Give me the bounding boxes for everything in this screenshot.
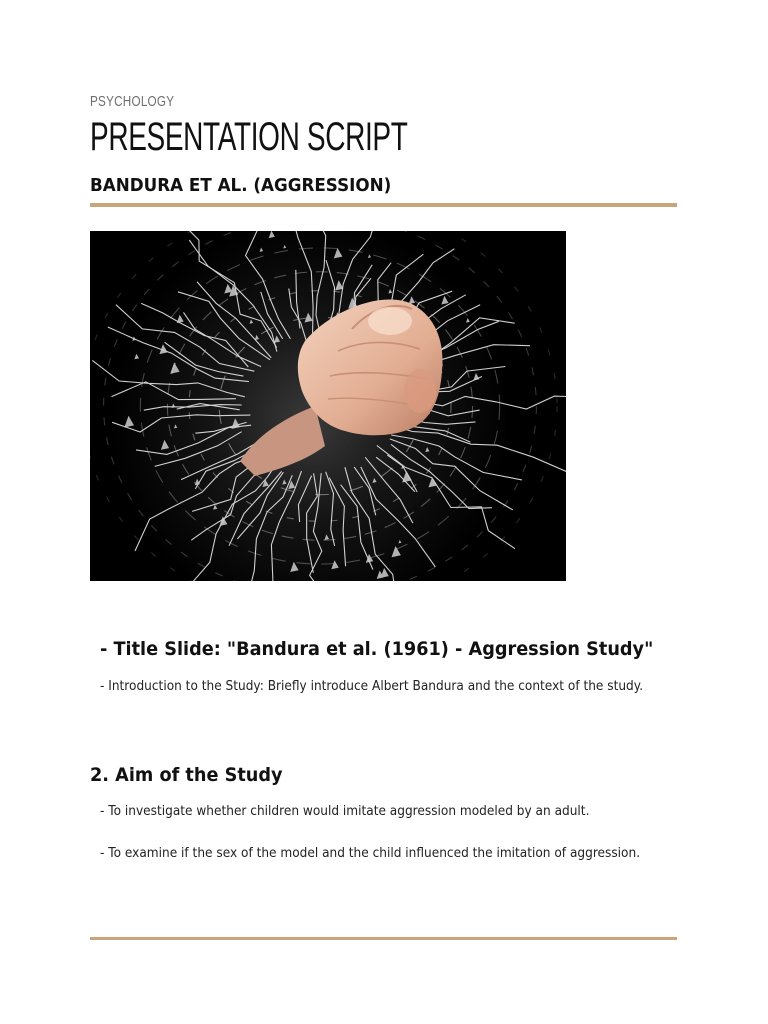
title-slide-heading: - Title Slide: "Bandura et al. (1961) - Aggression Study" [100,638,654,660]
aim-heading: 2. Aim of the Study [90,764,283,786]
accent-divider-bottom [90,937,677,940]
intro-text: - Introduction to the Study: Briefly introduce Albert Bandura and the context of the study. [100,678,644,694]
fist-breaking-glass-icon [90,231,566,581]
accent-divider-top [90,203,677,207]
aim-point-2: - To examine if the sex of the model and the child influenced the imitation of aggression. [100,845,641,861]
hero-image [90,231,566,581]
document-subtitle: BANDURA ET AL. (AGGRESSION) [90,175,392,196]
aim-point-1: - To investigate whether children would imitate aggression modeled by an adult. [100,803,590,819]
document-title: PRESENTATION SCRIPT [90,115,408,159]
category-label: PSYCHOLOGY [90,93,175,110]
